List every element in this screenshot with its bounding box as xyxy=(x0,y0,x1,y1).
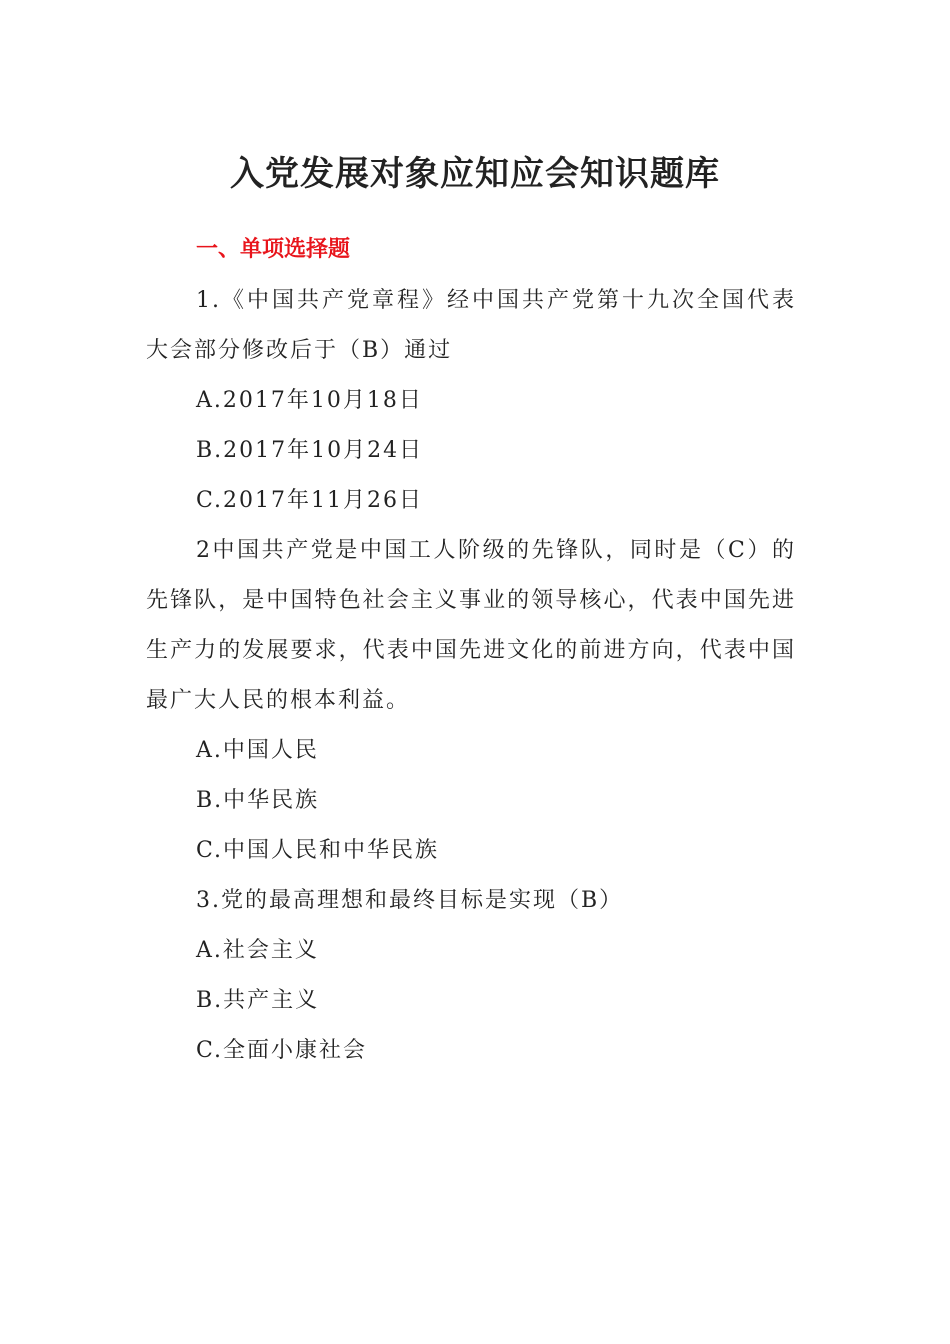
section-heading: 一、单项选择题 xyxy=(196,237,351,262)
document-title: 入党发展对象应知应会知识题库 xyxy=(230,154,720,194)
question-list xyxy=(146,276,796,1076)
question-3-option-c: C.全面小康社会 xyxy=(196,1038,368,1063)
question-1-option-b: B.2017年10月24日 xyxy=(196,438,424,463)
question-2-option-b: B.中华民族 xyxy=(196,788,320,813)
question-1-option-c: C.2017年11月26日 xyxy=(196,488,424,513)
question-3-option-a: A.社会主义 xyxy=(196,938,319,963)
question-3: 3.党的最高理想和最终目标是实现（B） xyxy=(196,888,624,913)
question-2-option-a: A.中国人民 xyxy=(196,738,319,763)
question-1: 1.《中国共产党章程》经中国共产党第十九次全国代表大会部分修改后于（B）通过 xyxy=(146,288,796,363)
question-2: 2中国共产党是中国工人阶级的先锋队，同时是（C）的先锋队，是中国特色社会主义事业的领导核心，代表中国先进生产力的发展要求，代表中国先进文化的前进方向，代表中国最广大人民的根本利益。 xyxy=(146,538,796,713)
question-3-option-b: B.共产主义 xyxy=(196,988,320,1013)
question-2-option-c: C.中国人民和中华民族 xyxy=(196,838,440,863)
question-1-option-a: A.2017年10月18日 xyxy=(196,388,423,413)
